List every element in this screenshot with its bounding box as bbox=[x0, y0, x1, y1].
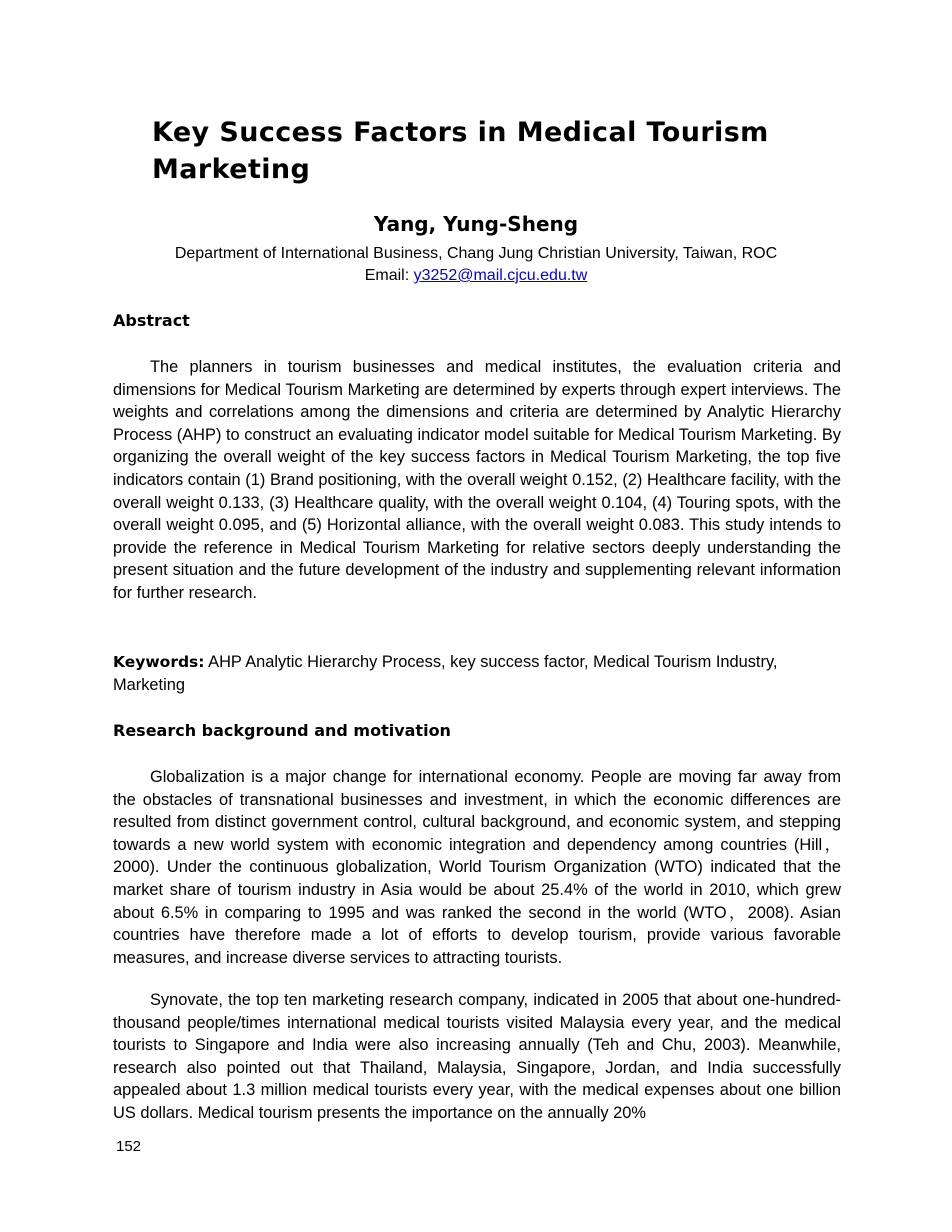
page-number: 152 bbox=[116, 1138, 142, 1155]
author-email bbox=[0, 265, 952, 287]
abstract-heading: Abstract bbox=[113, 311, 190, 330]
background-heading: Research background and motivation bbox=[113, 721, 451, 740]
email-link[interactable]: y3252@mail.cjcu.edu.tw bbox=[413, 267, 588, 284]
email-label: Email: bbox=[364, 267, 414, 284]
keywords bbox=[113, 651, 841, 696]
keywords-label: Keywords: bbox=[113, 653, 205, 671]
background-paragraph-2: Synovate, the top ten marketing research company, indicated in 2005 that about one-hundred-thousand people/times international medical tourists visited Malaysia every year, and the medical tourists to Singapore and India were also increasing annually (Teh and Chu, 2003). Meanwhile, research also pointed out that Thailand, Malaysia, Singapore, Jordan, and India successfully appealed about 1.3 million medical tourists every year, with the medical expenses about one billion US dollars. Medical tourism presents the importance on the annually 20% bbox=[113, 991, 841, 1122]
author-name: Yang, Yung-Sheng bbox=[373, 212, 579, 236]
background-paragraph-1: Globalization is a major change for international economy. People are moving far away from the obstacles of transnational businesses and investment, in which the economic differences are resulted from distinct government control, cultural background, and economic system, and stepping towards a new world system with economic integration and dependency among countries (Hill，2000). Under the continuous globalization, World Tourism Organization (WTO) indicated that the market share of tourism industry in Asia would be about 25.4% of the world in 2010, which grew about 6.5% in comparing to 1995 and was ranked the second in the world (WTO，2008). Asian countries have therefore made a lot of efforts to develop tourism, provide various favorable measures, and increase diverse services to attracting tourists. bbox=[113, 768, 841, 967]
keywords-text: AHP Analytic Hierarchy Process, key success factor, Medical Tourism Industry, Marketing bbox=[113, 653, 778, 694]
paper-title: Key Success Factors in Medical Tourism Marketing bbox=[152, 117, 769, 185]
abstract-text: The planners in tourism businesses and medical institutes, the evaluation criteria and dimensions for Medical Tourism Marketing are determined by experts through expert interviews. The weights and correlations among the dimensions and criteria are determined by Analytic Hierarchy Process (AHP) to construct an evaluating indicator model suitable for Medical Tourism Marketing. By organizing the overall weight of the key success factors in Medical Tourism Marketing, the top five indicators contain (1) Brand positioning, with the overall weight 0.152, (2) Healthcare facility, with the overall weight 0.133, (3) Healthcare quality, with the overall weight 0.104, (4) Touring spots, with the overall weight 0.095, and (5) Horizontal alliance, with the overall weight 0.083. This study intends to provide the reference in Medical Tourism Marketing for relative sectors deeply understanding the present situation and the future development of the industry and supplementing relevant information for further research. bbox=[113, 358, 841, 602]
author-affiliation: Department of International Business, Chang Jung Christian University, Taiwan, ROC bbox=[174, 245, 778, 262]
